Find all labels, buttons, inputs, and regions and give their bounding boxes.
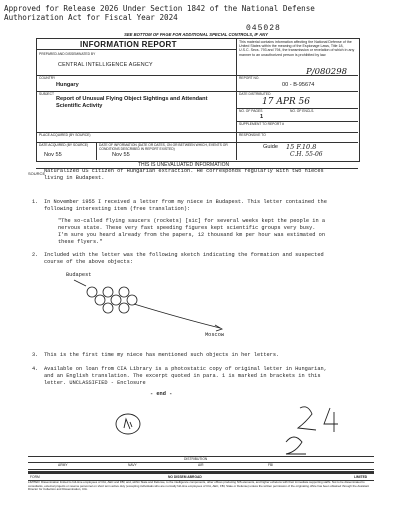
no-dissem-label: NO DISSEM ABROAD (168, 475, 202, 479)
date-info-value: Nov 55 (112, 152, 130, 158)
flying-object-sketch (70, 278, 240, 338)
source-text: Naturalized US citizen of Hungarian extraction. He corresponds regularly with two nieces living in Budapest. (44, 168, 324, 181)
course-line (134, 304, 220, 328)
supplement-label: SUPPLEMENT TO REPORT # (239, 122, 284, 126)
handwritten-scribble (298, 407, 316, 430)
place-acquired-label: PLACE ACQUIRED (BY SOURCE) (39, 133, 91, 137)
handwritten-scribble (124, 419, 132, 429)
date-info-label: DATE OF INFORMATION (DATE OR DATES, ON OR BETWEEN WHICH, EVENTS OR CONDITIONS DESCRIBED IN REPORT EXISTED) (99, 143, 228, 151)
encls-label: NO. OF ENCLS. (290, 109, 315, 113)
distribution-fbi: FBI (268, 463, 274, 467)
guide-value: 15 F.10.8 (286, 143, 317, 151)
guide-label: Guide (263, 144, 278, 150)
distribution-table (28, 456, 374, 496)
country-label: COUNTRY (39, 76, 56, 80)
subject-value: Report of Unusual Flying Object Sightings and Attendant Scientific Activity (56, 96, 208, 109)
sketch-budapest-label: Budapest (66, 272, 92, 278)
paragraph-1: In November 1955 I received a letter from my niece in Budapest. This letter contained the following interesting item (free translation): (44, 199, 327, 212)
paragraph-3: This is the first time my niece has mentioned such objects in her letters. (44, 352, 280, 358)
pages-value: 1 (260, 114, 264, 120)
object-circle (87, 287, 97, 297)
agency-name: CENTRAL INTELLIGENCE AGENCY (58, 62, 153, 68)
release-stamp (4, 4, 315, 22)
handwritten-scribble (324, 408, 338, 432)
handwritten-number: P/080298 (306, 67, 348, 77)
object-circle (103, 303, 113, 313)
pages-label: NO. OF PAGES (239, 109, 263, 113)
source-label: SOURCE (28, 171, 46, 176)
source-reference: C.H. 55-06 (290, 151, 323, 158)
handwritten-scribble (286, 437, 306, 454)
quoted-excerpt: "The so-called flying saucers (rockets) [sic] for several weeks kept the people in a nervous state. These very fast speeding figures kept scientific groups very busy. I'm sure you heard already from the papers, 12 thousand km per hour was estimated on these flyers." (58, 218, 326, 245)
object-circle (103, 287, 113, 297)
distribution-label: DISTRIBUTION (184, 457, 208, 461)
release-stamp-line2: Authorization Act for Fiscal Year 2024 (4, 13, 178, 22)
release-stamp-line1: Approved for Release 2026 Under Section 1842 of the National Defense (4, 4, 315, 13)
espionage-notice: This material contains information affecting the National Defense of the United States within the meaning of the Espionage Laws, Title 18, U.S.C. Secs. 793 and 794, the transmission or revelation of which in any manner to an unauthorized person is prohibited by law. (239, 40, 355, 57)
paragraph-number: 1. (32, 199, 39, 205)
responsive-label: RESPONSIVE TO (239, 133, 266, 137)
object-circle (95, 295, 105, 305)
date-distributed-label: DATE DISTRIBUTED (239, 92, 271, 96)
paragraph-number: 3. (32, 352, 39, 358)
distribution-navy: NAVY (128, 463, 137, 467)
report-no-label: REPORT NO. (239, 76, 260, 80)
end-marker: - end - (150, 391, 173, 397)
prepared-label: PREPARED AND DISSEMINATED BY (39, 52, 96, 56)
paragraph-4: Available on loan from CIA Library is a photostatic copy of original letter in Hungarian, and an English translation. The excerpt quoted in para. 1 is marked in brackets in this letter. UNCLASSIFIED - Enclosure (44, 366, 327, 386)
trail-line (74, 280, 86, 286)
object-circle (119, 287, 129, 297)
object-circle (119, 303, 129, 313)
limited-label: LIMITED (354, 475, 368, 479)
date-acquired-label: DATE ACQUIRED (BY SOURCE) (39, 143, 89, 147)
report-no-value: 00 - B-95674 (282, 82, 315, 88)
paragraph-number: 2. (32, 252, 39, 258)
see-bottom-notice: SEE BOTTOM OF PAGE FOR ADDITIONAL SPECIAL CONTROLS, IF ANY (124, 32, 268, 37)
paragraph-2: Included with the letter was the following sketch indicating the formation and suspected course of the above objects: (44, 252, 324, 265)
object-circle (111, 295, 121, 305)
unevaluated-notice: THIS IS UNEVALUATED INFORMATION (138, 162, 230, 168)
form-label: FORM (30, 475, 40, 479)
footer-band (28, 471, 374, 474)
limited-dissemination-text: LIMITED: Dissemination limited to full-time employees of CIA, AEC and FBI; and, within State and Defense, to the intelligence components, other offices producing NIS elements, and higher echelons with their immediate supporting staffs. Not to be disseminated to consultants, external projects or reserve personnel on short term active duty (excepting individuals who are normally full-time employees of CIA, AEC, FBI, State or Defense) unless the written permission of the originating office has been obtained through the Assistant Director for Collection and Dissemination, CIA. (28, 480, 370, 491)
country-value: Hungary (56, 82, 79, 88)
sketch-moscow-label: Moscow (205, 332, 225, 338)
report-title: INFORMATION REPORT (80, 40, 177, 49)
date-distributed-value: 17 APR 56 (262, 97, 310, 107)
subject-label: SUBJECT (39, 92, 55, 96)
date-acquired-value: Nov 55 (44, 152, 62, 158)
distribution-army: ARMY (58, 463, 68, 467)
paragraph-number: 4. (32, 366, 39, 372)
object-circle (127, 295, 137, 305)
distribution-air: AIR (198, 463, 204, 467)
document-number: 045028 (246, 24, 281, 33)
